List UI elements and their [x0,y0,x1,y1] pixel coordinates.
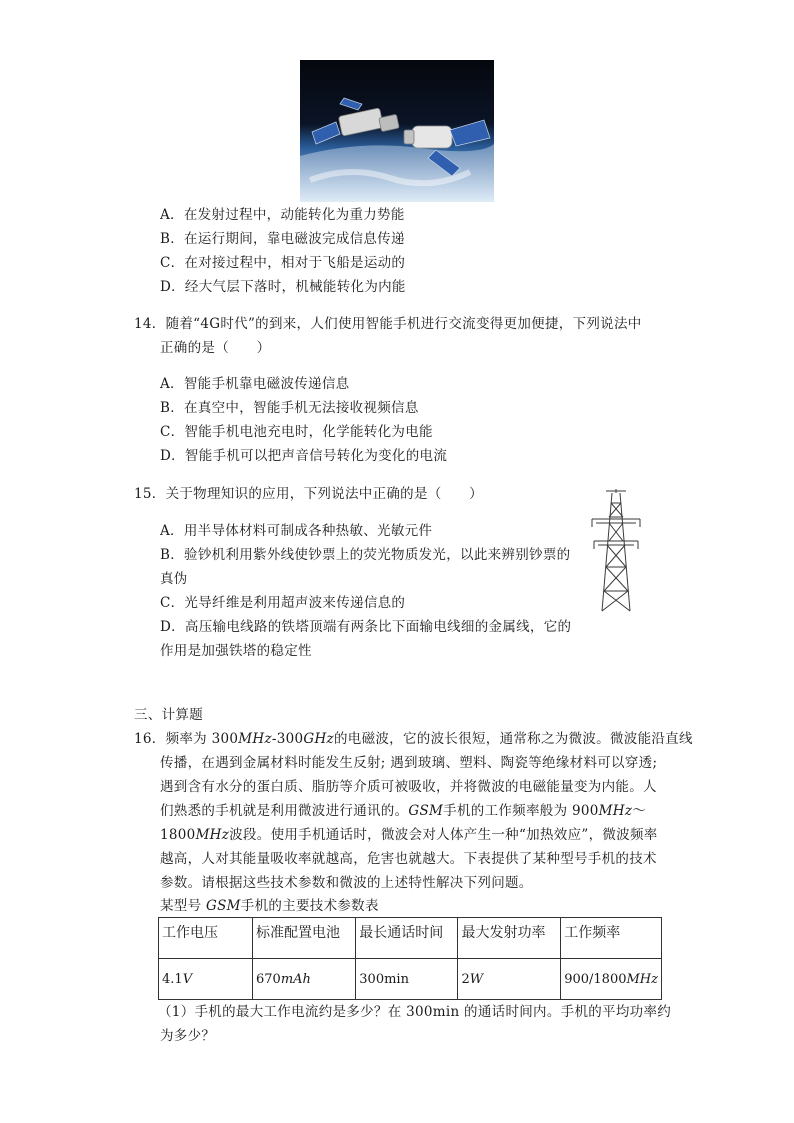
q13-option-d: D．经大气层下落时，机械能转化为内能 [160,279,406,295]
q16-line5 [160,823,658,847]
q14-option-d: D．智能手机可以把声音信号转化为变化的电流 [160,448,448,464]
q16-gsm: GSM [408,803,444,819]
q16-line5-c: 波段。使用手机通话时，微波会对人体产生一种“加热效应”，微波频率 [229,827,658,843]
q16-line2: 传播，在遇到金属材料时能发生反射; 遇到玻璃、塑料、陶瓷等绝缘材料可以穿透; [160,755,658,771]
q15-option-c: C．光导纤维是利用超声波来传递信息的 [160,595,406,611]
q16-line1 [134,727,693,751]
q13-option-c: C．在对接过程中，相对于飞船是运动的 [160,255,406,271]
table-header-row [159,918,662,959]
q14-option-c: C．智能手机电池充电时，化学能转化为电能 [160,424,433,440]
q14-option-b: B．在真空中，智能手机无法接收视频信息 [160,400,419,416]
table-row [159,959,662,1000]
q16-unit-mhz: MHz [598,803,633,819]
cell-power: 2W [458,959,561,1000]
table-title: 某型号 GSM手机的主要技术参数表 [160,898,379,914]
q16-unit-mhz: MHz [238,731,272,747]
q16-sub1-line1: （1）手机的最大工作电流约是多少？在 300min 的通话时间内。手机的平均功率约 [158,1004,672,1020]
q15-option-a: A．用半导体材料可制成各种热敏、光敏元件 [160,523,433,539]
power-tower-image [590,487,642,613]
q15-option-d: D．高压输电线路的铁塔顶端有两条比下面输电线细的金属线，它的 [160,619,572,635]
q14-stem-line2: 正确的是（ ） [160,340,271,356]
q16-line1-a: 16．频率为 300 [134,731,239,747]
q16-unit-mhz: MHz [195,827,230,843]
q16-line4-c: 手机的工作频率般为 900 [443,803,599,819]
spec-table [158,917,662,1000]
q16-line5-a: 1800 [160,827,196,843]
cell-battery: 670mAh [253,959,356,1000]
q15-stem: 15．关于物理知识的应用，下列说法中正确的是（ ） [134,486,483,502]
q16-line4 [160,799,646,823]
cell-voltage: 4.1V [159,959,253,1000]
header-cell: 工作电压 [159,918,253,959]
q16-line4-e: ～ [632,803,647,819]
q16-line7: 参数。请根据这些技术参数和微波的上述特性解决下列问题。 [160,875,533,891]
q16-sub1-line2: 为多少？ [160,1028,216,1044]
q14-option-a: A．智能手机靠电磁波传递信息 [160,376,350,392]
header-cell: 最大发射功率 [458,918,561,959]
q16-line3: 遇到含有水分的蛋白质、脂肪等介质可被吸收，并将微波的电磁能量变为内能。人 [160,779,657,795]
q15-option-b-cont: 真伪 [160,571,188,587]
q14-stem-line1: 14．随着“4G时代”的到来，人们使用智能手机进行交流变得更加便捷，下列说法中 [134,316,642,332]
q13-option-b: B．在运行期间，靠电磁波完成信息传递 [160,231,405,247]
q16-unit-ghz: GHz [303,731,334,747]
cell-frequency: 900/1800MHz [561,959,662,1000]
cell-talk-time: 300min [356,959,458,1000]
q16-line1-c: -300 [271,731,304,747]
q15-option-d-cont: 作用是加强铁塔的稳定性 [160,643,312,659]
section-heading: 三、计算题 [134,707,203,723]
header-cell: 标准配置电池 [253,918,356,959]
spacecraft-docking-image [300,60,494,202]
header-cell: 最长通话时间 [356,918,458,959]
q13-option-a: A．在发射过程中，动能转化为重力势能 [160,207,405,223]
q16-line4-a: 们熟悉的手机就是利用微波进行通讯的。 [160,803,409,819]
q16-line6: 越高，人对其能量吸收率就越高，危害也就越大。下表提供了某种型号手机的技术 [160,851,657,867]
header-cell: 工作频率 [561,918,662,959]
q15-option-b: B．验钞机利用紫外线使钞票上的荧光物质发光，以此来辨别钞票的 [160,547,571,563]
q16-line1-e: 的电磁波，它的波长很短，通常称之为微波。微波能沿直线 [333,731,693,747]
